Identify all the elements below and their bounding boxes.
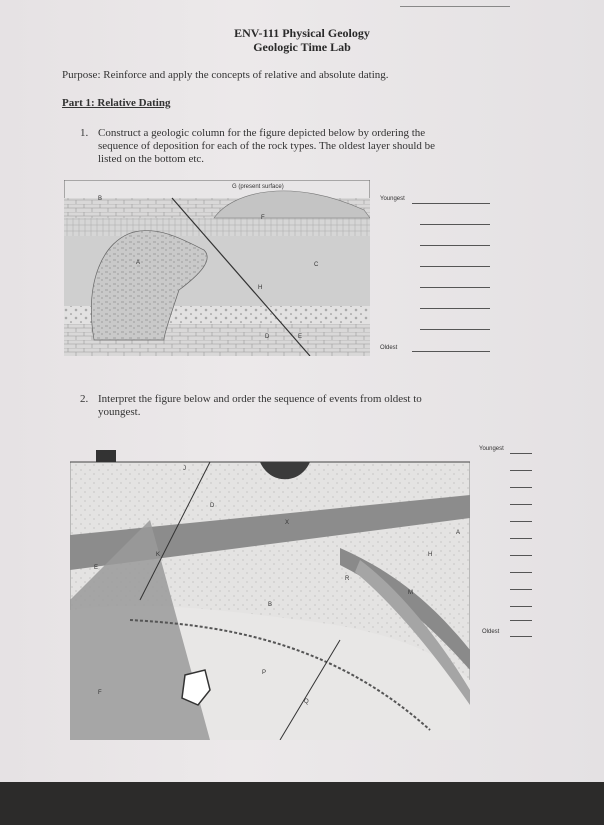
fig2-label-r: R (345, 576, 350, 582)
fig2-label-f: F (98, 690, 102, 696)
fig2-answer-line-7[interactable] (510, 555, 532, 556)
fig2-label-q: Q (304, 699, 309, 705)
fig2-answer-line-5[interactable] (510, 521, 532, 522)
fig1-surface-label: G (present surface) (232, 184, 284, 190)
fig2-answer-line-8[interactable] (510, 572, 532, 573)
fig2-answer-line-12[interactable] (510, 636, 532, 637)
fig1-answer-line-3[interactable] (420, 245, 490, 246)
top-divider (400, 6, 510, 7)
q1-number: 1. (80, 127, 89, 139)
course-title: ENV-111 Physical Geology (234, 26, 370, 40)
fig2-answer-line-9[interactable] (510, 589, 532, 590)
fig2-answer-line-1[interactable] (510, 453, 532, 454)
desk-background (0, 782, 604, 825)
fig2-label-d: D (210, 503, 215, 509)
fig1-answer-line-7[interactable] (420, 329, 490, 330)
fig1-label-c: C (314, 262, 319, 268)
fig2-label-a: A (456, 530, 461, 536)
fig2-answer-line-11[interactable] (510, 620, 532, 621)
q2-text-line1: Interpret the figure below and order the sequence of events from oldest to (98, 393, 422, 405)
fig1-youngest-label: Youngest (380, 196, 405, 202)
fig2-youngest-label: Youngest (479, 446, 504, 452)
fig2-oldest-label: Oldest (482, 629, 500, 635)
fig2-label-x: X (285, 520, 290, 526)
fig2-answer-line-10[interactable] (510, 606, 532, 607)
fig1-answer-line-2[interactable] (420, 224, 490, 225)
fig1-answer-line-6[interactable] (420, 308, 490, 309)
fig1-label-a: A (136, 260, 141, 266)
fig2-label-h: H (428, 552, 433, 558)
figure1-cross-section (64, 180, 370, 356)
q2-text-line2: youngest. (98, 406, 141, 418)
fig1-answer-line-1[interactable] (412, 203, 490, 204)
fig1-answer-line-8[interactable] (412, 351, 490, 352)
fig1-label-d: D (265, 334, 270, 340)
fig2-label-k: K (156, 552, 161, 558)
fig1-answer-line-4[interactable] (420, 266, 490, 267)
part1-heading: Part 1: Relative Dating (62, 97, 171, 109)
fig2-label-p: P (262, 670, 267, 676)
fig2-label-b: B (268, 602, 273, 608)
fig1-oldest-label: Oldest (380, 345, 398, 351)
q2-number: 2. (80, 393, 89, 405)
q1-text-line1: Construct a geologic column for the figure depicted below by ordering the (98, 127, 426, 139)
fig1-label-e: E (298, 334, 303, 340)
fig1-label-h: H (258, 285, 263, 291)
fig2-answer-line-2[interactable] (510, 470, 532, 471)
fig2-label-j: J (183, 466, 186, 472)
fig2-answer-line-6[interactable] (510, 538, 532, 539)
fig2-label-e: E (94, 565, 99, 571)
fig2-answer-line-3[interactable] (510, 487, 532, 488)
fig1-label-f: F (261, 215, 265, 221)
fig2-label-m: M (408, 590, 413, 596)
q1-text-line3: listed on the bottom etc. (98, 153, 205, 165)
lab-title: Geologic Time Lab (253, 40, 351, 54)
fig1-answer-line-5[interactable] (420, 287, 490, 288)
fig2-answer-line-4[interactable] (510, 504, 532, 505)
fig1-label-b: B (98, 196, 103, 202)
purpose-text: Purpose: Reinforce and apply the concepts of relative and absolute dating. (62, 69, 389, 81)
q1-text-line2: sequence of deposition for each of the rock types. The oldest layer should be (98, 140, 436, 152)
